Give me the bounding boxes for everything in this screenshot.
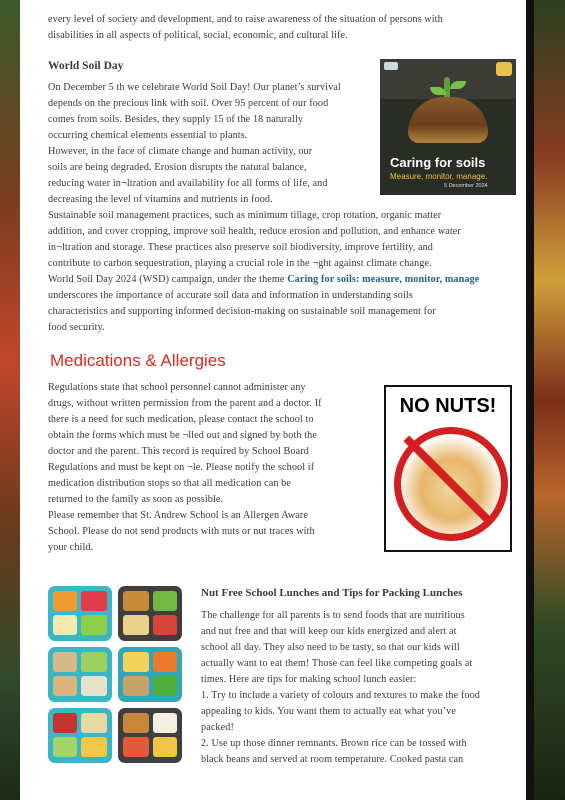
- soil-image-caption: Caring for soils: [390, 155, 486, 170]
- soil-campaign-line: [48, 272, 479, 288]
- meds-line: Regulations state that school personnel cannot administer any: [48, 382, 306, 393]
- fao-logo-icon: [384, 62, 398, 70]
- soil-line: depends on the precious link with soil. Over 95 percent of our food: [48, 98, 329, 109]
- soil-line: soils are being degraded. Erosion disrupts the natural balance,: [48, 162, 307, 173]
- soil-heading: World Soil Day: [48, 60, 124, 72]
- soil-line: underscores the importance of accurate soil data and information in understanding soils: [48, 290, 413, 301]
- meds-line: returned to the family as soon as possible.: [48, 494, 224, 505]
- soil-line: occurring chemical elements essential to plants.: [48, 130, 248, 141]
- lunchbox-icon: [118, 586, 182, 641]
- lunchbox-icon: [48, 647, 112, 702]
- intro-line: every level of society and development, and to raise awareness of the situation of persons with: [48, 14, 443, 25]
- soil-line: addition, and cover cropping, improve soil health, reduce erosion and pollution, and enhance water: [48, 226, 461, 237]
- meds-line: Regulations and must be kept on ¬le. Please notify the school if: [48, 462, 315, 473]
- soil-image-subcaption: Measure, monitor, manage.: [390, 172, 488, 181]
- soil-line: food security.: [48, 322, 105, 333]
- lunch-line: 1. Try to include a variety of colours and textures to make the food: [201, 690, 480, 701]
- lunch-line: times. Here are tips for making school lunch easier:: [201, 674, 417, 685]
- meds-line: medication distribution stops so that all medication can be: [48, 478, 291, 489]
- no-nuts-title: NO NUTS!: [399, 395, 497, 417]
- soil-line: reducing water in¬ltration and availability for all forms of life, and: [48, 178, 328, 189]
- lunch-line: and nut free and that will keep our kids energized and alert at: [201, 626, 457, 637]
- campaign-text: World Soil Day 2024 (WSD) campaign, under the theme: [48, 274, 288, 285]
- intro-line: disabilities in all aspects of political, social, economic, and cultural life.: [48, 30, 348, 41]
- lunch-line: school all day. They also need to be tasty, so that our kids will: [201, 642, 460, 653]
- meds-line: School. Please do not send products with nuts or nut traces with: [48, 526, 315, 537]
- page-edge-bar: [526, 0, 534, 800]
- campaign-link[interactable]: Caring for soils: measure, monitor, manage: [287, 274, 480, 285]
- background-right: [532, 0, 565, 800]
- lunchbox-icon: [118, 647, 182, 702]
- newsletter-page: [20, 0, 526, 800]
- lunch-line: packed!: [201, 722, 234, 733]
- lunch-line: actually want to eat them! Those can feel like competing goals at: [201, 658, 473, 669]
- meds-line: drugs, without written permission from the parent and a doctor. If: [48, 398, 322, 409]
- soil-line: On December 5 th we celebrate World Soil Day! Our planet’s survival: [48, 82, 341, 93]
- soil-line: However, in the face of climate change and human activity, our: [48, 146, 313, 157]
- lunchbox-icon: [48, 586, 112, 641]
- meds-line: Please remember that St. Andrew School is an Allergen Aware: [48, 510, 308, 521]
- soil-line: contribute to carbon sequestration, playing a crucial role in the ¬ght against climate change.: [48, 258, 432, 269]
- lunch-line: The challenge for all parents is to send foods that are nutritious: [201, 610, 465, 621]
- meds-line: obtain the forms which must be ¬lled out and signed by both the: [48, 430, 317, 441]
- lunch-line: 2. Use up those dinner remnants. Brown rice can be tossed with: [201, 738, 467, 749]
- soil-line: in¬ltration and storage. These practices also preserve soil biodiversity, improve fertility, and: [48, 242, 434, 253]
- soil-line: Sustainable soil management practices, such as minimum tillage, crop rotation, organic matter: [48, 210, 442, 221]
- lunch-line: black beans and served at room temperature. Cooked pasta can: [201, 754, 464, 765]
- soil-image-date: 5 December 2024: [444, 183, 488, 189]
- soil-line: decreasing the level of vitamins and nutrients in food.: [48, 194, 273, 205]
- background-left: [0, 0, 20, 800]
- meds-heading: Medications & Allergies: [50, 351, 226, 370]
- meds-line: doctor and the parent. This record is required by School Board: [48, 446, 309, 457]
- lunch-boxes-image: [48, 586, 184, 766]
- lunchbox-icon: [118, 708, 182, 763]
- soil-day-badge-icon: [496, 62, 512, 76]
- lunch-line: appealing to kids. You want them to actually eat what you’ve: [201, 706, 456, 717]
- soil-line: comes from soils. Besides, they supply 15 of the 18 naturally: [48, 114, 304, 125]
- soil-pot-illustration: [408, 97, 488, 143]
- meds-line: there is a need for such medication, please contact the school to: [48, 414, 314, 425]
- world-soil-day-image: [380, 59, 516, 195]
- lunchbox-icon: [48, 708, 112, 763]
- no-nuts-image: [384, 385, 512, 552]
- lunch-heading: Nut Free School Lunches and Tips for Packing Lunches: [201, 587, 463, 599]
- meds-line: your child.: [48, 542, 94, 553]
- soil-line: characteristics and supporting informed decision-making on sustainable soil management for: [48, 306, 436, 317]
